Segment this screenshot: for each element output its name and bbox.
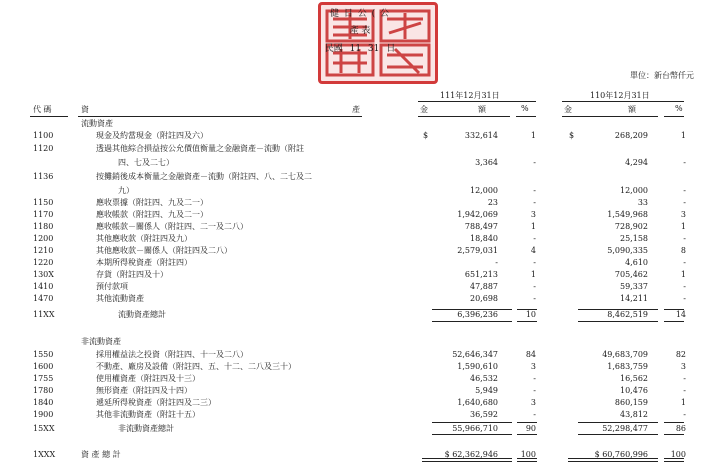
pct2-header-rule [664, 116, 684, 117]
table-row [0, 221, 720, 232]
table-row [0, 373, 720, 384]
row-code: 1470 [33, 294, 54, 303]
row-code: 1755 [33, 374, 54, 383]
table-row [0, 233, 720, 244]
amount-2021: 43,812 [620, 410, 648, 419]
percent-2022: - [533, 294, 536, 303]
amount-2021: 8,462,519 [607, 310, 648, 319]
table-row [0, 209, 720, 220]
table-row [0, 118, 720, 129]
current-total-under-1 [432, 321, 512, 322]
amount-2022: 18,840 [470, 234, 498, 243]
grand-total-double-2 [517, 458, 537, 462]
currency-symbol: $ [569, 131, 575, 140]
row-label: 應收票據（附註四、九及二一） [96, 198, 208, 207]
amount-header-2a: 金 [564, 105, 572, 114]
row-label: 非流動資產 [81, 337, 121, 346]
table-row [0, 143, 720, 154]
statement-title: 產 表 [349, 26, 371, 36]
row-label: 應收帳款－關係人（附註四、二一及二八） [96, 222, 248, 231]
row-code: 1100 [33, 131, 54, 140]
currency-symbol: $ [423, 131, 429, 140]
percent-2022: - [533, 186, 536, 195]
amount-2021: 1,683,759 [607, 362, 648, 371]
amount-header-2b: 額 [628, 105, 636, 114]
percent-2021: - [683, 386, 686, 395]
table-row [0, 336, 720, 347]
table-row [0, 385, 720, 396]
percent-2022: 3 [530, 398, 536, 407]
row-label: 資 產 總 計 [81, 450, 121, 459]
row-label: 無形資產（附註四及十四） [96, 386, 192, 395]
row-code: 1220 [33, 258, 54, 267]
grand-total-double-1 [422, 458, 512, 462]
percent-2022: - [533, 198, 536, 207]
amount-2021: 33 [637, 198, 648, 207]
current-subtotal-rule-2 [517, 309, 537, 310]
current-subtotal-rule-1 [432, 309, 512, 310]
amount-2022: 5,949 [475, 386, 498, 395]
table-row [0, 281, 720, 292]
amount-2022: 3,364 [475, 158, 498, 167]
row-label: 預付款項 [96, 282, 128, 291]
row-label: 應收帳款（附註四、九及二一） [96, 210, 208, 219]
amount-2022: 23 [487, 198, 498, 207]
amount-2021: 728,902 [614, 222, 648, 231]
percent-2021: - [683, 158, 686, 167]
percent-2021: 82 [675, 350, 686, 359]
percent-2021: - [683, 374, 686, 383]
table-row [0, 409, 720, 420]
amount-2021: 10,476 [620, 386, 648, 395]
table-row [0, 157, 720, 168]
noncurrent-total-under-3 [578, 434, 658, 435]
assets-header-right: 產 [352, 105, 360, 114]
percent-2022: 3 [530, 210, 536, 219]
amount1-header-rule [418, 116, 510, 117]
table-row [0, 293, 720, 304]
row-code: 1210 [33, 246, 54, 255]
row-code: 15XX [33, 424, 55, 433]
row-label: 其他應收款（附註四及九） [96, 234, 192, 243]
amount-2021: 4,294 [625, 158, 648, 167]
table-row [0, 185, 720, 196]
row-label: 不動產、廠房及設備（附註四、五、十二、二八及三十） [96, 362, 296, 371]
row-label: 使用權資產（附註四及十三） [96, 374, 200, 383]
percent-2021: - [683, 294, 686, 303]
row-code: 1410 [33, 282, 54, 291]
percent-2021: - [683, 198, 686, 207]
current-total-under-2 [517, 321, 537, 322]
amount-2022: 1,640,680 [457, 398, 498, 407]
percent-2022: 3 [530, 362, 536, 371]
percent-2021: 1 [680, 270, 686, 279]
row-code: 1120 [33, 144, 54, 153]
percent-2022: 100 [520, 450, 536, 459]
noncurrent-subtotal-rule-2 [517, 422, 537, 423]
row-code: 1780 [33, 386, 54, 395]
amount-2021: 5,090,335 [607, 246, 648, 255]
percent-2021: 3 [680, 210, 686, 219]
row-label: 透過其他綜合損益按公允價值衡量之金融資產－流動（附註 [96, 144, 304, 153]
period2-rule [562, 101, 684, 102]
percent-2021: 86 [675, 424, 686, 433]
assets-header-left: 資 [81, 105, 89, 114]
row-code: 1840 [33, 398, 54, 407]
row-code: 1600 [33, 362, 54, 371]
period2-header: 110年12月31日 [590, 91, 650, 100]
noncurrent-subtotal-rule-1 [432, 422, 512, 423]
row-code: 1136 [33, 172, 54, 181]
amount-2021: 16,562 [620, 374, 648, 383]
amount-2022: 47,887 [470, 282, 498, 291]
table-row [0, 130, 720, 141]
percent-2022: - [533, 158, 536, 167]
percent-2022: 1 [530, 222, 536, 231]
amount-2022: $ 62,362,946 [444, 450, 498, 459]
amount-2021: 1,549,968 [607, 210, 648, 219]
pct1-header-rule [516, 116, 536, 117]
percent-2022: - [533, 258, 536, 267]
table-row [0, 197, 720, 208]
currency-unit: 單位：新台幣仟元 [630, 71, 694, 80]
noncurrent-total-under-2 [517, 434, 537, 435]
row-code: 11XX [33, 310, 55, 319]
code-header: 代 碼 [33, 105, 52, 114]
row-label: 四、七及二七） [118, 158, 174, 167]
table-row [0, 245, 720, 256]
table-row [0, 349, 720, 360]
current-subtotal-rule-3 [578, 309, 658, 310]
percent-2022: - [533, 374, 536, 383]
company-name: 健 日 公 ( 公 [330, 9, 390, 19]
amount-2021: 14,211 [620, 294, 648, 303]
percent-2021: - [683, 282, 686, 291]
row-code: 130X [33, 270, 54, 279]
amount-2021: 12,000 [620, 186, 648, 195]
table-row [0, 361, 720, 372]
percent-2021: - [683, 186, 686, 195]
amount-2021: 59,337 [620, 282, 648, 291]
table-row [0, 423, 720, 434]
period1-rule [418, 101, 536, 102]
amount-2022: 2,579,031 [457, 246, 498, 255]
amount-2021: 49,683,709 [602, 350, 648, 359]
code-header-rule [30, 116, 68, 117]
percent-2022: - [533, 386, 536, 395]
noncurrent-subtotal-rule-3 [578, 422, 658, 423]
assets-header-rule [78, 116, 362, 117]
row-code: 1550 [33, 350, 54, 359]
row-code: 1180 [33, 222, 54, 231]
amount-2021: 860,159 [614, 398, 648, 407]
percent-2022: 10 [525, 310, 536, 319]
current-subtotal-rule-4 [664, 309, 684, 310]
noncurrent-total-under-4 [664, 434, 684, 435]
pct-header-2: % [675, 104, 683, 113]
table-row [0, 257, 720, 268]
percent-2021: - [683, 410, 686, 419]
percent-2021: 8 [680, 246, 686, 255]
amount-2022: 12,000 [470, 186, 498, 195]
amount-2021: 52,298,477 [602, 424, 648, 433]
grand-total-double-3 [568, 458, 658, 462]
percent-2022: 1 [530, 270, 536, 279]
amount-2022: 52,646,347 [452, 350, 498, 359]
amount-2021: 25,158 [620, 234, 648, 243]
amount-2021: 705,462 [614, 270, 648, 279]
amount-2021: $ 60,760,996 [594, 450, 648, 459]
amount-2022: - [495, 258, 498, 267]
amount-2022: 332,614 [464, 131, 498, 140]
row-label: 其他流動資產 [96, 294, 144, 303]
amount-2022: 36,592 [470, 410, 498, 419]
percent-2021: 100 [670, 450, 686, 459]
percent-2021: 1 [680, 222, 686, 231]
amount-2022: 1,942,069 [457, 210, 498, 219]
row-label: 非流動資產總計 [118, 424, 174, 433]
row-code: 1150 [33, 198, 54, 207]
row-label: 採用權益法之投資（附註四、十一及二八） [96, 350, 248, 359]
row-label: 本期所得稅資產（附註四） [96, 258, 192, 267]
percent-2022: 90 [525, 424, 536, 433]
current-total-under-4 [664, 321, 684, 322]
grand-total-double-4 [664, 458, 684, 462]
percent-2022: 1 [530, 131, 536, 140]
percent-2022: - [533, 282, 536, 291]
row-code: 1900 [33, 410, 54, 419]
row-label: 按攤銷後成本衡量之金融資產－流動（附註四、八、二七及二 [96, 172, 312, 181]
row-label: 存貨（附註四及十） [96, 270, 168, 279]
amount-2022: 55,966,710 [452, 424, 498, 433]
percent-2022: 4 [530, 246, 536, 255]
table-row [0, 269, 720, 280]
row-code: 1200 [33, 234, 54, 243]
percent-2021: 14 [675, 310, 686, 319]
row-label: 遞延所得稅資產（附註四及二三） [96, 398, 216, 407]
table-row [0, 397, 720, 408]
table-row [0, 171, 720, 182]
amount2-header-rule [562, 116, 658, 117]
row-label: 其他非流動資產（附註十五） [96, 410, 200, 419]
row-label: 其他應收款－關係人（附註四及二八） [96, 246, 232, 255]
percent-2022: - [533, 234, 536, 243]
statement-date: 民國 11 31 日 [324, 44, 396, 54]
percent-2022: - [533, 410, 536, 419]
amount-2022: 1,590,610 [457, 362, 498, 371]
table-row [0, 309, 720, 320]
amount-header-1a: 金 [420, 105, 428, 114]
row-label: 流動資產總計 [118, 310, 166, 319]
row-label: 流動資產 [81, 119, 113, 128]
percent-2021: - [683, 234, 686, 243]
percent-2021: 3 [680, 362, 686, 371]
amount-2022: 651,213 [464, 270, 498, 279]
current-total-under-3 [578, 321, 658, 322]
period1-header: 111年12月31日 [440, 91, 500, 100]
amount-2022: 20,698 [470, 294, 498, 303]
amount-header-1b: 額 [478, 105, 486, 114]
amount-2021: 4,610 [625, 258, 648, 267]
pct-header-1: % [521, 104, 529, 113]
percent-2022: 84 [525, 350, 536, 359]
row-code: 1170 [33, 210, 54, 219]
noncurrent-total-under-1 [432, 434, 512, 435]
row-label: 九） [118, 186, 134, 195]
row-code: 1XXX [33, 450, 56, 459]
row-label: 現金及約當現金（附註四及六） [96, 131, 208, 140]
amount-2022: 46,532 [470, 374, 498, 383]
noncurrent-subtotal-rule-4 [664, 422, 684, 423]
amount-2022: 788,497 [464, 222, 498, 231]
percent-2021: 1 [680, 398, 686, 407]
percent-2021: - [683, 258, 686, 267]
percent-2021: 1 [680, 131, 686, 140]
amount-2022: 6,396,236 [457, 310, 498, 319]
amount-2021: 268,209 [614, 131, 648, 140]
